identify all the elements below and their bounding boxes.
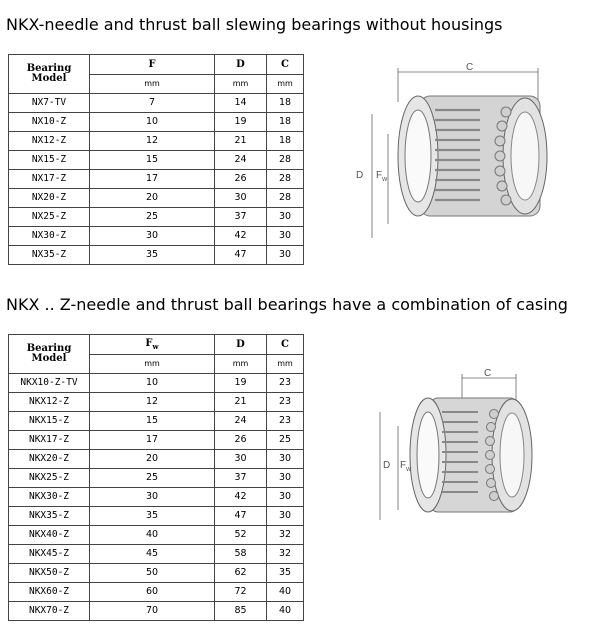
table-row: [9, 189, 304, 208]
cell-model: NKX35-Z: [9, 507, 90, 526]
cell-d: 19: [215, 374, 267, 393]
cell-d: 47: [215, 507, 267, 526]
header-bearing-model: Bearing Model: [9, 335, 90, 374]
cell-f: 25: [90, 208, 215, 227]
cell-f: 20: [90, 189, 215, 208]
cell-d: 62: [215, 564, 267, 583]
cell-model: NX10-Z: [9, 113, 90, 132]
cell-d: 24: [215, 412, 267, 431]
unit-d: mm: [215, 75, 267, 94]
cell-c: 40: [267, 583, 304, 602]
table-row: [9, 507, 304, 526]
cell-d: 14: [215, 94, 267, 113]
table-row: [9, 545, 304, 564]
unit-f: mm: [90, 355, 215, 374]
cell-c: 18: [267, 94, 304, 113]
header-c: C: [267, 335, 304, 355]
cell-d: 37: [215, 208, 267, 227]
cell-c: 30: [267, 246, 304, 265]
cell-f: 17: [90, 431, 215, 450]
cell-model: NKX50-Z: [9, 564, 90, 583]
cell-model: NX15-Z: [9, 151, 90, 170]
table-row: [9, 170, 304, 189]
cell-c: 35: [267, 564, 304, 583]
cell-f: 10: [90, 374, 215, 393]
cell-f: 12: [90, 393, 215, 412]
table-row: [9, 488, 304, 507]
cell-f: 15: [90, 412, 215, 431]
cell-f: 30: [90, 488, 215, 507]
nx-bearing-diagram: [340, 62, 570, 262]
table-row: [9, 412, 304, 431]
label-c: C: [466, 62, 474, 73]
cell-d: 47: [215, 246, 267, 265]
cell-d: 72: [215, 583, 267, 602]
table-row: [9, 526, 304, 545]
cell-f: 45: [90, 545, 215, 564]
cell-c: 30: [267, 488, 304, 507]
cell-c: 40: [267, 602, 304, 621]
cell-f: 35: [90, 246, 215, 265]
table-row: [9, 469, 304, 488]
header-d: D: [215, 335, 267, 355]
cell-f: 30: [90, 227, 215, 246]
cell-c: 23: [267, 374, 304, 393]
label-c: C: [484, 368, 492, 379]
cell-model: NKX12-Z: [9, 393, 90, 412]
cell-d: 19: [215, 113, 267, 132]
table-row: [9, 583, 304, 602]
cell-d: 37: [215, 469, 267, 488]
cell-d: 30: [215, 189, 267, 208]
cell-d: 58: [215, 545, 267, 564]
cell-c: 23: [267, 412, 304, 431]
cell-c: 28: [267, 189, 304, 208]
cell-c: 30: [267, 507, 304, 526]
cell-c: 28: [267, 151, 304, 170]
table-row: [9, 94, 304, 113]
cell-f: 20: [90, 450, 215, 469]
unit-f: mm: [90, 75, 215, 94]
cell-c: 32: [267, 545, 304, 564]
cell-model: NX20-Z: [9, 189, 90, 208]
table-row: [9, 151, 304, 170]
cell-d: 42: [215, 227, 267, 246]
cell-model: NKX45-Z: [9, 545, 90, 564]
header-c: C: [267, 55, 304, 75]
cell-c: 28: [267, 170, 304, 189]
cell-model: NKX25-Z: [9, 469, 90, 488]
table-row: [9, 208, 304, 227]
cell-f: 50: [90, 564, 215, 583]
table-row: [9, 393, 304, 412]
unit-c: mm: [267, 355, 304, 374]
cell-c: 30: [267, 469, 304, 488]
cell-model: NX30-Z: [9, 227, 90, 246]
nkx-bearing-diagram: [370, 360, 570, 540]
label-fw: $F_w$: [400, 460, 412, 473]
cell-f: 70: [90, 602, 215, 621]
cell-d: 30: [215, 450, 267, 469]
cell-f: 15: [90, 151, 215, 170]
cell-f: 7: [90, 94, 215, 113]
table-row: [9, 246, 304, 265]
cell-d: 24: [215, 151, 267, 170]
table-row: [9, 374, 304, 393]
table-row: [9, 132, 304, 151]
section1-title: NKX-needle and thrust ball slewing bearings without housings: [6, 15, 503, 34]
bearing-body: [398, 96, 547, 216]
cell-model: NKX60-Z: [9, 583, 90, 602]
cell-model: NKX20-Z: [9, 450, 90, 469]
cell-model: NKX70-Z: [9, 602, 90, 621]
cell-f: 17: [90, 170, 215, 189]
cell-c: 25: [267, 431, 304, 450]
cell-model: NX35-Z: [9, 246, 90, 265]
unit-c: mm: [267, 75, 304, 94]
label-d: D: [383, 460, 391, 471]
cell-d: 21: [215, 393, 267, 412]
cell-d: 21: [215, 132, 267, 151]
header-bearing-model: Bearing Model: [9, 55, 90, 94]
spec-table-nkx: [8, 334, 304, 621]
cell-d: 26: [215, 170, 267, 189]
table-row: [9, 602, 304, 621]
cell-d: 85: [215, 602, 267, 621]
cell-f: 60: [90, 583, 215, 602]
table-row: [9, 227, 304, 246]
spec-table-nx: [8, 54, 304, 265]
cell-model: NKX40-Z: [9, 526, 90, 545]
cell-d: 52: [215, 526, 267, 545]
cell-f: 40: [90, 526, 215, 545]
cell-model: NX17-Z: [9, 170, 90, 189]
cell-c: 30: [267, 208, 304, 227]
bearing-body: [410, 398, 532, 512]
cell-c: 32: [267, 526, 304, 545]
cell-f: 25: [90, 469, 215, 488]
table-header-row: [9, 335, 304, 355]
label-d: D: [356, 170, 364, 181]
cell-f: 10: [90, 113, 215, 132]
unit-d: mm: [215, 355, 267, 374]
section2-title: NKX .. Z-needle and thrust ball bearings have a combination of casing: [6, 295, 568, 314]
cell-c: 18: [267, 113, 304, 132]
cell-model: NKX17-Z: [9, 431, 90, 450]
table-header-row: [9, 55, 304, 75]
table-row: [9, 113, 304, 132]
header-f: F: [90, 55, 215, 75]
cell-c: 30: [267, 227, 304, 246]
cell-model: NKX30-Z: [9, 488, 90, 507]
cell-c: 30: [267, 450, 304, 469]
cell-c: 18: [267, 132, 304, 151]
cell-model: NKX10-Z-TV: [9, 374, 90, 393]
cell-f: 12: [90, 132, 215, 151]
cell-model: NKX15-Z: [9, 412, 90, 431]
cell-d: 26: [215, 431, 267, 450]
label-fw: $F_w$: [376, 170, 388, 183]
cell-model: NX7-TV: [9, 94, 90, 113]
table-row: [9, 450, 304, 469]
cell-f: 35: [90, 507, 215, 526]
table-row: [9, 564, 304, 583]
header-d: D: [215, 55, 267, 75]
header-fw: $F_w$: [90, 335, 215, 355]
cell-model: NX25-Z: [9, 208, 90, 227]
cell-d: 42: [215, 488, 267, 507]
cell-model: NX12-Z: [9, 132, 90, 151]
cell-c: 23: [267, 393, 304, 412]
table-row: [9, 431, 304, 450]
